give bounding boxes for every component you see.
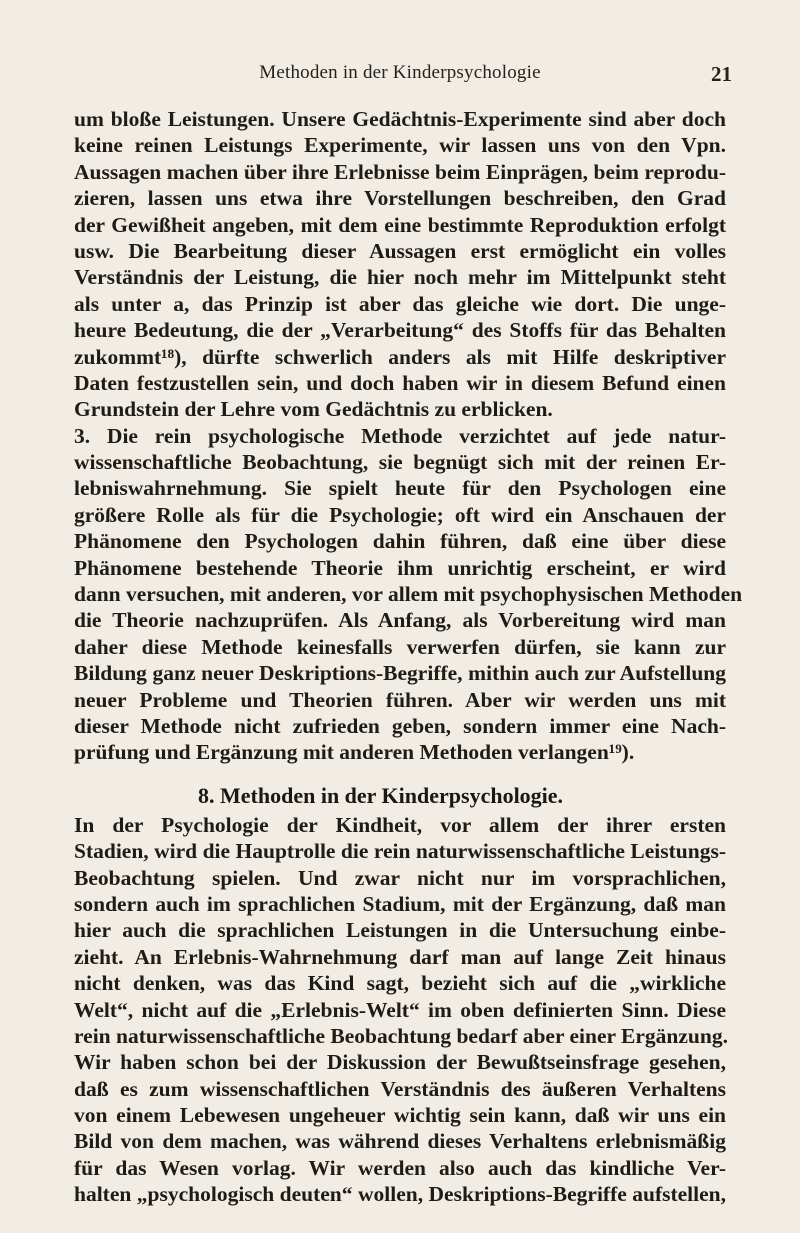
paragraph-3 xyxy=(74,812,726,1208)
text-line: größere Rolle als für die Psychologie; oft wird ein Anschauen der xyxy=(74,502,726,527)
text-line: Bild von dem machen, was während dieses Verhaltens erlebnismäßig xyxy=(74,1129,726,1154)
text-line: die Theorie nachzuprüfen. Als Anfang, als Vorbereitung wird man xyxy=(74,608,726,633)
paragraph-1 xyxy=(74,106,726,423)
text-line: heure Bedeutung, die der „Verarbeitung“ des Stoffs für das Behalten xyxy=(74,318,726,343)
text-line: lebniswahrnehmung. Sie spielt heute für den Psychologen eine xyxy=(74,476,726,501)
text-line: sondern auch im sprachlichen Stadium, mit der Ergänzung, daß man xyxy=(74,891,726,916)
text-line: von einem Lebewesen ungeheuer wichtig sein kann, daß wir uns ein xyxy=(74,1103,726,1128)
page-number: 21 xyxy=(711,62,732,86)
text-line: Phänomene bestehende Theorie ihm unrichtig erscheint, er wird xyxy=(74,555,726,580)
text-line: Wir haben schon bei der Diskussion der Bewußtseinsfrage gesehen, xyxy=(74,1050,726,1075)
text-line: zieren, lassen uns etwa ihre Vorstellungen beschreiben, den Grad xyxy=(74,186,726,211)
section-heading: 8. Methoden in der Kinderpsychologie. xyxy=(198,782,564,808)
text-line: neuer Probleme und Theorien führen. Aber wir werden uns mit xyxy=(74,687,726,712)
text-line: zieht. An Erlebnis-Wahrnehmung darf man auf lange Zeit hinaus xyxy=(74,944,726,969)
text-line: Phänomene den Psychologen dahin führen, daß eine über diese xyxy=(74,529,726,554)
paragraph-2 xyxy=(74,423,743,766)
text-line: halten „psychologisch deuten“ wollen, Deskriptions-Begriffe aufstellen, xyxy=(74,1182,726,1207)
text-line: Bildung ganz neuer Deskriptions-Begriffe, mithin auch zur Aufstellung xyxy=(74,661,726,686)
text-line: 3. Die rein psychologische Methode verzichtet auf jede natur- xyxy=(74,423,726,448)
text-line: Aussagen machen über ihre Erlebnisse beim Einprägen, beim reprodu- xyxy=(74,159,726,184)
body-text xyxy=(74,106,743,1208)
text-line: für das Wesen vorlag. Wir werden also auch das kindliche Ver- xyxy=(74,1155,726,1180)
text-line: daß es zum wissenschaftlichen Verständnis des äußeren Verhaltens xyxy=(74,1076,726,1101)
text-line: Verständnis der Leistung, die hier noch mehr im Mittelpunkt steht xyxy=(74,265,726,290)
text-line: dieser Methode nicht zufrieden geben, sondern immer eine Nach- xyxy=(74,713,726,738)
text-line: prüfung und Ergänzung mit anderen Methoden verlangen¹⁹). xyxy=(74,740,635,765)
text-line: der Gewißheit angeben, mit dem eine bestimmte Reproduktion erfolgt xyxy=(74,212,726,237)
text-line: um bloße Leistungen. Unsere Gedächtnis-Experimente sind aber doch xyxy=(74,107,726,131)
text-line: daher diese Methode keinesfalls verwerfen dürfen, sie kann zur xyxy=(74,634,726,659)
text-line: Beobachtung spielen. Und zwar nicht nur im vorsprachlichen, xyxy=(74,865,726,890)
text-line: dann versuchen, mit anderen, vor allem mit psychophysischen Methoden xyxy=(74,582,743,607)
text-line: nicht denken, was das Kind sagt, bezieht sich auf die „wirkliche xyxy=(74,971,726,996)
text-line: Stadien, wird die Hauptrolle die rein naturwissenschaftliche Leistungs- xyxy=(74,839,726,864)
running-header: Methoden in der Kinderpsychologie xyxy=(259,62,541,83)
text-line: In der Psychologie der Kindheit, vor allem der ihrer ersten xyxy=(74,812,726,837)
text-line: als unter a, das Prinzip ist aber das gleiche wie dort. Die unge- xyxy=(74,291,726,316)
text-line: wissenschaftliche Beobachtung, sie begnügt sich mit der reinen Er- xyxy=(74,450,726,475)
text-line: usw. Die Bearbeitung dieser Aussagen erst ermöglicht ein volles xyxy=(74,238,726,263)
text-line: rein naturwissenschaftliche Beobachtung bedarf aber einer Ergänzung. xyxy=(74,1023,728,1048)
text-line: Daten festzustellen sein, und doch haben wir in diesem Befund einen xyxy=(74,370,726,395)
text-line: Welt“, nicht auf die „Erlebnis-Welt“ im oben definierten Sinn. Diese xyxy=(74,997,726,1022)
text-line: keine reinen Leistungs Experimente, wir lassen uns von den Vpn. xyxy=(74,133,726,158)
text-line: zukommt¹⁸), dürfte schwerlich anders als mit Hilfe deskriptiver xyxy=(74,344,726,369)
text-line: Grundstein der Lehre vom Gedächtnis zu erblicken. xyxy=(74,397,553,422)
text-line: hier auch die sprachlichen Leistungen in die Untersuchung einbe- xyxy=(74,918,726,943)
